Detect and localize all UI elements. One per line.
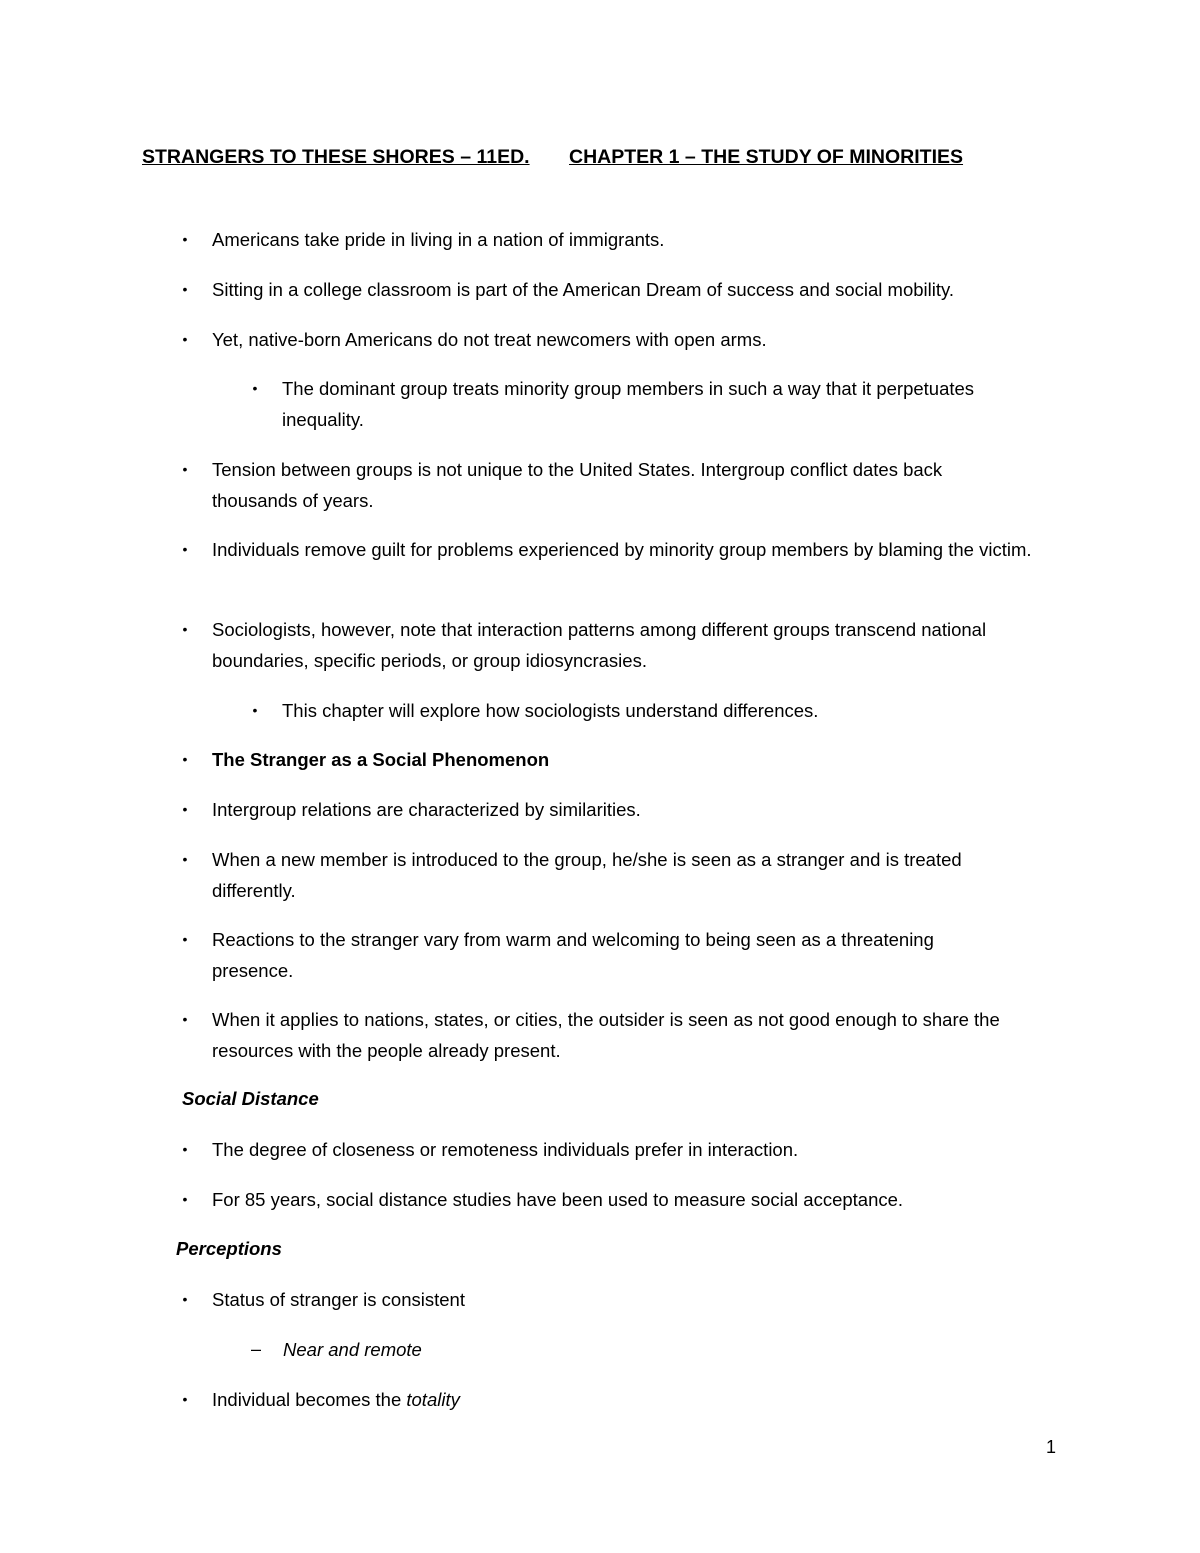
- list-item-text: Sociologists, however, note that interaction patterns among different groups transcend national boundaries, specific periods, or group idiosyncrasies.: [212, 619, 987, 671]
- bullet-icon: •: [182, 621, 188, 637]
- list-item-text: Americans take pride in living in a nation of immigrants.: [212, 229, 665, 250]
- list-item-text: The degree of closeness or remoteness individuals prefer in interaction.: [212, 1139, 799, 1160]
- list-item: [182, 1004, 1082, 1066]
- list-item: [182, 614, 1072, 676]
- bullet-icon: •: [182, 541, 188, 557]
- list-item-text: Tension between groups is not unique to the United States. Intergroup conflict dates back thousands of years.: [212, 459, 943, 511]
- bullet-icon: •: [182, 461, 188, 477]
- section-heading-text: The Stranger as a Social Phenomenon: [212, 749, 550, 770]
- bullet-icon: •: [182, 931, 188, 947]
- bullet-icon: •: [182, 231, 188, 247]
- list-item: [182, 534, 1062, 565]
- bullet-icon: •: [182, 851, 188, 867]
- bullet-icon: •: [182, 1391, 188, 1407]
- list-item-text: Intergroup relations are characterized by similarities.: [212, 799, 641, 820]
- list-item-text: This chapter will explore how sociologists understand differences.: [282, 700, 819, 721]
- list-item-text: Individuals remove guilt for problems experienced by minority group members by blaming the victim.: [212, 539, 1032, 560]
- list-item: [182, 274, 1082, 305]
- sub-list-item: [252, 695, 1052, 726]
- list-item: [182, 224, 1082, 255]
- dash-icon: –: [250, 1339, 261, 1359]
- list-item-text: For 85 years, social distance studies have been used to measure social acceptance.: [212, 1189, 904, 1210]
- bullet-icon: •: [182, 751, 188, 767]
- sub-list-item: [250, 1334, 1153, 1365]
- bullet-icon: •: [252, 702, 258, 718]
- list-item-text: Yet, native-born Americans do not treat newcomers with open arms.: [212, 329, 767, 350]
- list-item-text: When a new member is introduced to the group, he/she is seen as a stranger and is treated differently.: [212, 849, 962, 901]
- emphasis-text: totality: [406, 1389, 460, 1410]
- bullet-icon: •: [182, 1191, 188, 1207]
- list-item-text: Reactions to the stranger vary from warm and welcoming to being seen as a threatening presence.: [212, 929, 934, 981]
- social-distance-heading: Social Distance: [182, 1088, 319, 1109]
- list-item: [182, 844, 1042, 906]
- list-item-text: The dominant group treats minority group members in such a way that it perpetuates inequality.: [282, 378, 975, 430]
- list-item: [182, 1284, 1082, 1315]
- bullet-icon: •: [252, 380, 258, 396]
- list-item: [182, 744, 1082, 775]
- list-item-text: Sitting in a college classroom is part of the American Dream of success and social mobility.: [212, 279, 955, 300]
- bullet-icon: •: [182, 331, 188, 347]
- sub-list-item: [252, 373, 1052, 435]
- list-item: [182, 1184, 1082, 1215]
- bullet-icon: •: [182, 801, 188, 817]
- list-item-text: When it applies to nations, states, or cities, the outsider is seen as not good enough to share the resources with the people already present.: [212, 1009, 1000, 1061]
- list-item: [182, 1134, 1082, 1165]
- list-item: [182, 1384, 1082, 1415]
- header-chapter-title: CHAPTER 1 – THE STUDY OF MINORITIES: [569, 146, 964, 168]
- bullet-icon: •: [182, 1291, 188, 1307]
- list-item-text: Near and remote: [283, 1339, 422, 1360]
- list-item-text: Status of stranger is consistent: [212, 1289, 465, 1310]
- bullet-icon: •: [182, 1141, 188, 1157]
- list-item: [182, 324, 1082, 355]
- bullet-icon: •: [182, 281, 188, 297]
- perceptions-heading: Perceptions: [176, 1238, 282, 1259]
- list-item: [182, 454, 1032, 516]
- list-item-text: [212, 1384, 1082, 1415]
- header-book-title: STRANGERS TO THESE SHORES – 11ED.: [142, 146, 530, 168]
- page-number: 1: [1046, 1437, 1057, 1457]
- list-item: [182, 924, 1012, 986]
- bullet-icon: •: [182, 1011, 188, 1027]
- list-item: [182, 794, 1082, 825]
- list-item-text-prefix: Individual becomes the: [212, 1389, 407, 1410]
